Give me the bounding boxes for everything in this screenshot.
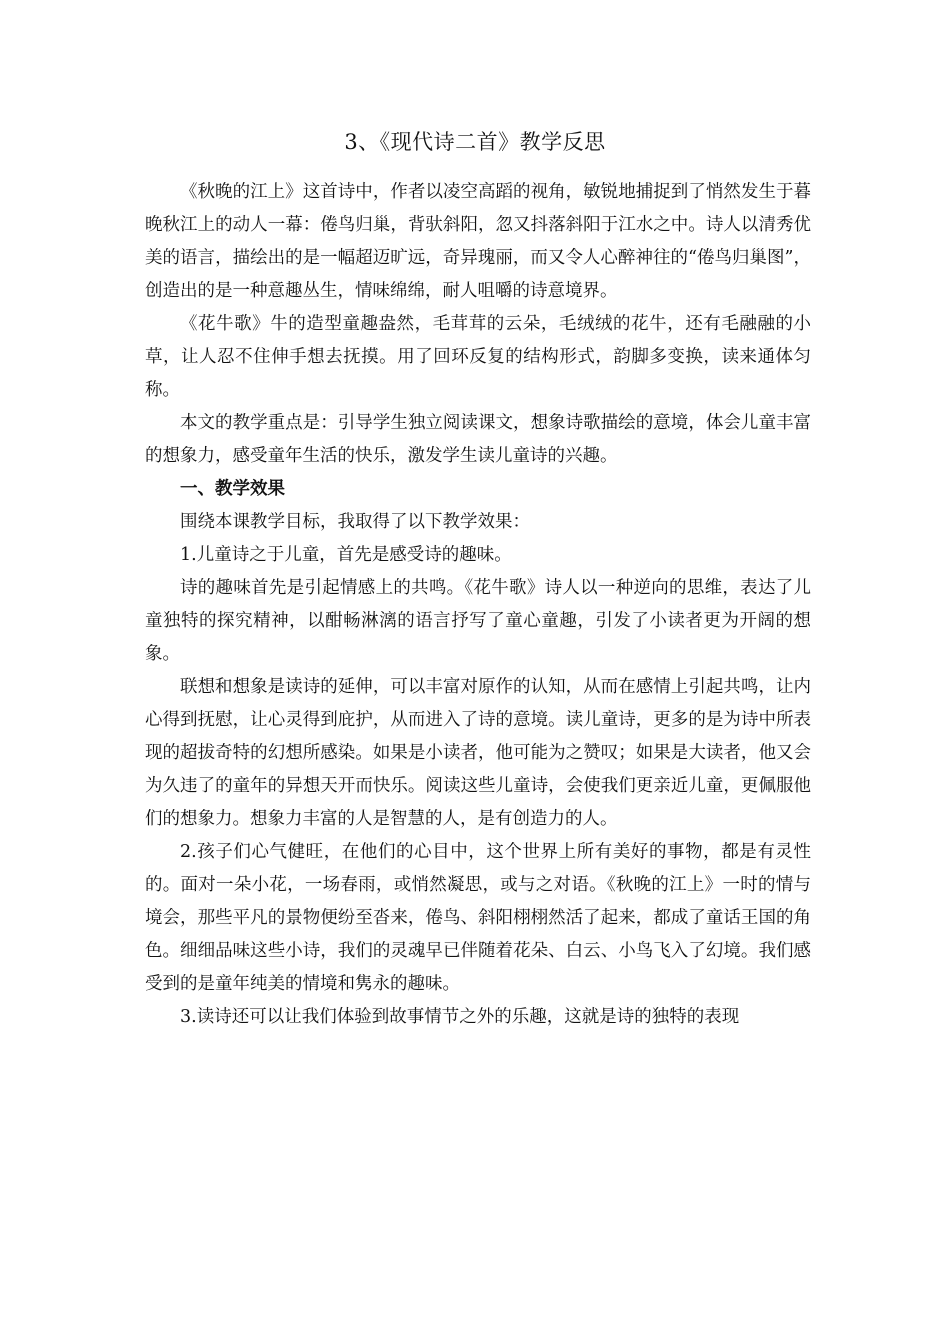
document-body — [145, 176, 811, 1034]
page-title: 3、《现代诗二首》教学反思 — [344, 130, 606, 154]
paragraph-flower-cow: 《花牛歌》牛的造型童趣盎然，毛茸茸的云朵，毛绒绒的花牛，还有毛融融的小草，让人忍不住伸手想去抚摸。用了回环反复的结构形式，韵脚多变换，读来通体匀称。 — [145, 314, 811, 400]
paragraph-effect-intro: 围绕本课教学目标，我取得了以下教学效果： — [180, 512, 530, 532]
paragraph-point-1: 1.儿童诗之于儿童，首先是感受诗的趣味。 — [180, 545, 512, 565]
paragraph-poem-interest: 诗的趣味首先是引起情感上的共鸣。《花牛歌》诗人以一种逆向的思维，表达了儿童独特的探究精神，以酣畅淋漓的语言抒写了童心童趣，引发了小读者更为开阔的想象。 — [145, 578, 811, 664]
paragraph-autumn-river: 《秋晚的江上》这首诗中，作者以凌空高蹈的视角，敏锐地捕捉到了悄然发生于暮晚秋江上的动人一幕：倦鸟归巢，背驮斜阳，忽又抖落斜阳于江水之中。诗人以清秀优美的语言，描绘出的是一幅超迈旷远，奇异瑰丽，而又令人心醉神往的“倦鸟归巢图”，创造出的是一种意趣丛生，情味绵绵，耐人咀嚼的诗意境界。 — [145, 182, 811, 301]
paragraph-imagination: 联想和想象是读诗的延伸，可以丰富对原作的认知，从而在感情上引起共鸣，让内心得到抚慰，让心灵得到庇护，从而进入了诗的意境。读儿童诗，更多的是为诗中所表现的超拔奇特的幻想所感染。如果是小读者，他可能为之赞叹；如果是大读者，他又会为久违了的童年的异想天开而快乐。阅读这些儿童诗，会使我们更亲近儿童，更佩服他们的想象力。想象力丰富的人是智慧的人，是有创造力的人。 — [145, 677, 811, 829]
paragraph-point-3: 3.读诗还可以让我们体验到故事情节之外的乐趣，这就是诗的独特的表现 — [180, 1007, 740, 1027]
paragraph-point-2: 2.孩子们心气健旺，在他们的心目中，这个世界上所有美好的事物，都是有灵性的。面对一朵小花，一场春雨，或悄然凝思，或与之对语。《秋晚的江上》一时的情与境会，那些平凡的景物便纷至沓来，倦鸟、斜阳栩栩然活了起来，都成了童话王国的角色。细细品味这些小诗，我们的灵魂早已伴随着花朵、白云、小鸟飞入了幻境。我们感受到的是童年纯美的情境和隽永的趣味。 — [145, 842, 811, 994]
paragraph-teaching-focus: 本文的教学重点是：引导学生独立阅读课文，想象诗歌描绘的意境，体会儿童丰富的想象力，感受童年生活的快乐，激发学生读儿童诗的兴趣。 — [145, 413, 811, 466]
section-heading-teaching-effect: 一、教学效果 — [180, 479, 285, 499]
